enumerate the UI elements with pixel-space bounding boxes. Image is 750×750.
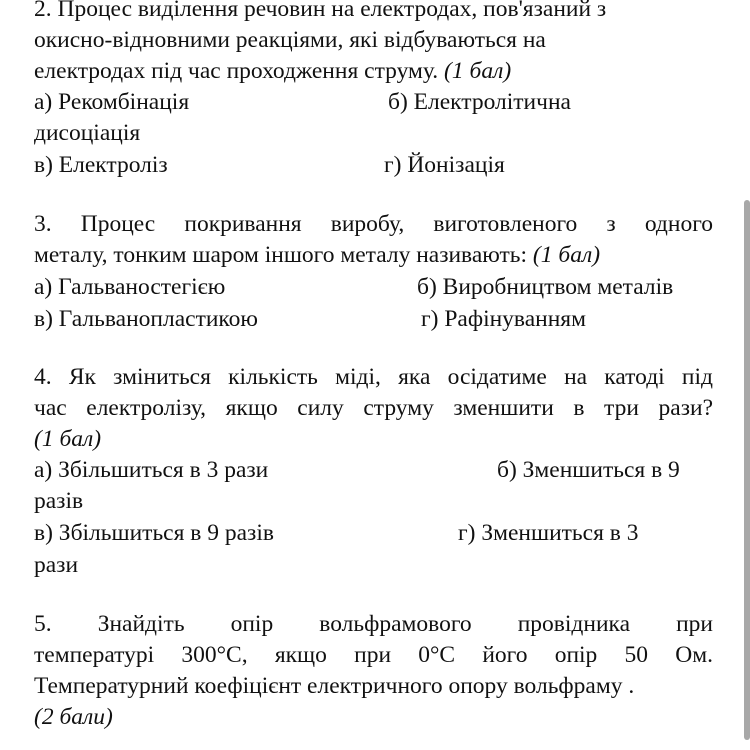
q4-option-c-continued: рази — [34, 552, 79, 578]
q2-option-b: б) Електролітична — [388, 89, 571, 115]
q2-line-1: 2. Процес виділення речовин на електродах, пов'язаний з — [34, 0, 607, 22]
q3-line-2 — [34, 240, 600, 271]
q4-option-c: в) Збільшиться в 9 разів — [34, 520, 274, 546]
q4-points: (1 бал) — [34, 426, 102, 452]
q3-option-a: а) Гальваностегією — [34, 274, 226, 300]
q3-option-b: б) Виробництвом металів — [417, 274, 674, 300]
q3-line-2-text: металу, тонким шаром іншого металу називають: — [34, 242, 528, 268]
q2-line-3-text: електродах під час проходження струму. — [34, 58, 439, 84]
q5-line-3: Температурний коефіцієнт електричного опору вольфраму . — [34, 673, 635, 699]
q2-line-2: окисно-відновними реакціями, які відбуваються на — [34, 27, 546, 53]
q4-option-b: б) Зменшиться в 9 — [497, 457, 680, 483]
q2-option-d: г) Йонізація — [384, 152, 505, 178]
q5-points: (2 бали) — [34, 704, 113, 730]
q4-line-1: 4. Як зміниться кількість міді, яка осідатиме на катоді під — [34, 364, 713, 390]
q2-option-b-continued: дисоціація — [34, 120, 141, 146]
q2-option-c: в) Електроліз — [34, 152, 168, 178]
q4-option-a-continued: разів — [34, 488, 84, 514]
q3-option-c: в) Гальванопластикою — [34, 306, 258, 332]
q2-option-a: а) Рекомбінація — [34, 89, 190, 115]
q2-line-3 — [34, 56, 511, 87]
q3-points: (1 бал) — [532, 242, 601, 268]
q5-line-1: 5. Знайдіть опір вольфрамового провідника при — [34, 611, 713, 637]
q3-option-d: г) Рафінуванням — [421, 306, 586, 332]
q2-points: (1 бал) — [444, 58, 512, 84]
q3-line-1: 3. Процес покривання виробу, виготовленого з одного — [34, 211, 713, 237]
q5-line-2: температурі 300°С, якщо при 0°С його опір 50 Ом. — [34, 642, 713, 668]
q4-line-2: час електролізу, якщо силу струму зменшити в три рази? — [34, 395, 713, 421]
q4-option-a: а) Збільшиться в 3 рази — [34, 457, 269, 483]
vertical-scrollbar[interactable] — [744, 200, 750, 740]
q4-option-d: г) Зменшиться в 3 — [458, 520, 639, 546]
